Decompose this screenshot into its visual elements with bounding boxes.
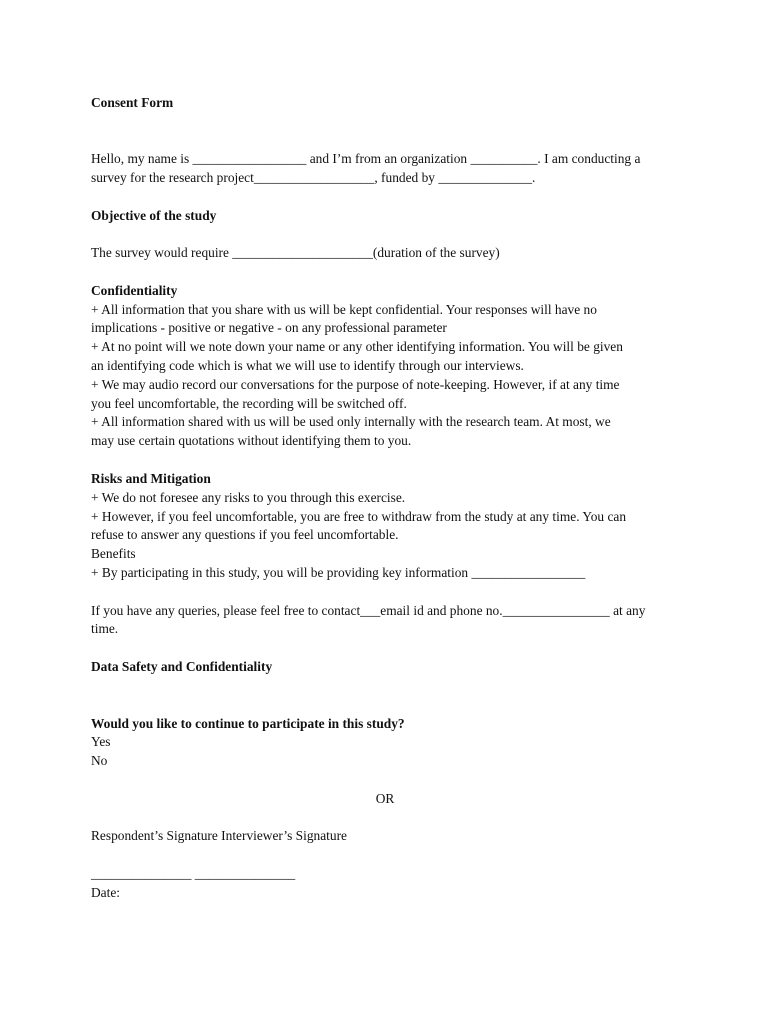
confidentiality-line: + We may audio record our conversations for the purpose of note-keeping. However, if at any time: [91, 377, 620, 392]
document-title: Consent Form: [91, 95, 174, 110]
signature-labels: Respondent’s Signature Interviewer’s Signature: [91, 828, 347, 843]
benefits-label: Benefits: [91, 546, 136, 561]
objective-heading: Objective of the study: [91, 208, 217, 223]
confidentiality-line: may use certain quotations without identifying them to you.: [91, 433, 412, 448]
option-yes: Yes: [91, 734, 111, 749]
confidentiality-line: + All information that you share with us will be kept confidential. Your responses will have no: [91, 302, 597, 317]
confidentiality-line: implications - positive or negative - on any professional parameter: [91, 320, 447, 335]
objective-text: The survey would require _____________________(duration of the survey): [91, 245, 500, 260]
data-safety-heading: Data Safety and Confidentiality: [91, 659, 273, 674]
or-separator: OR: [375, 791, 395, 806]
confidentiality-line: + All information shared with us will be used only internally with the research team. At most, we: [91, 414, 611, 429]
risks-line: refuse to answer any questions if you feel uncomfortable.: [91, 527, 399, 542]
confidentiality-line: you feel uncomfortable, the recording will be switched off.: [91, 396, 407, 411]
participation-question: Would you like to continue to participate in this study?: [91, 716, 405, 731]
confidentiality-heading: Confidentiality: [91, 283, 178, 298]
signature-blank-lines: _______________ _______________: [91, 866, 296, 881]
risks-line: + However, if you feel uncomfortable, you are free to withdraw from the study at any time. You can: [91, 509, 627, 524]
contact-line-1: If you have any queries, please feel free to contact___email id and phone no.________________ at any: [91, 603, 646, 618]
intro-line-2: survey for the research project__________________, funded by ______________.: [91, 170, 536, 185]
risks-line: + We do not foresee any risks to you through this exercise.: [91, 490, 406, 505]
confidentiality-line: an identifying code which is what we will use to identify through our interviews.: [91, 358, 524, 373]
confidentiality-line: + At no point will we note down your name or any other identifying information. You will be given: [91, 339, 623, 354]
risks-heading: Risks and Mitigation: [91, 471, 211, 486]
intro-line-1: Hello, my name is _________________ and I’m from an organization __________. I am conducting a: [91, 151, 641, 166]
benefits-line: + By participating in this study, you will be providing key information _________________: [91, 565, 586, 580]
date-label: Date:: [91, 885, 120, 900]
contact-line-2: time.: [91, 621, 119, 636]
option-no: No: [91, 753, 108, 768]
